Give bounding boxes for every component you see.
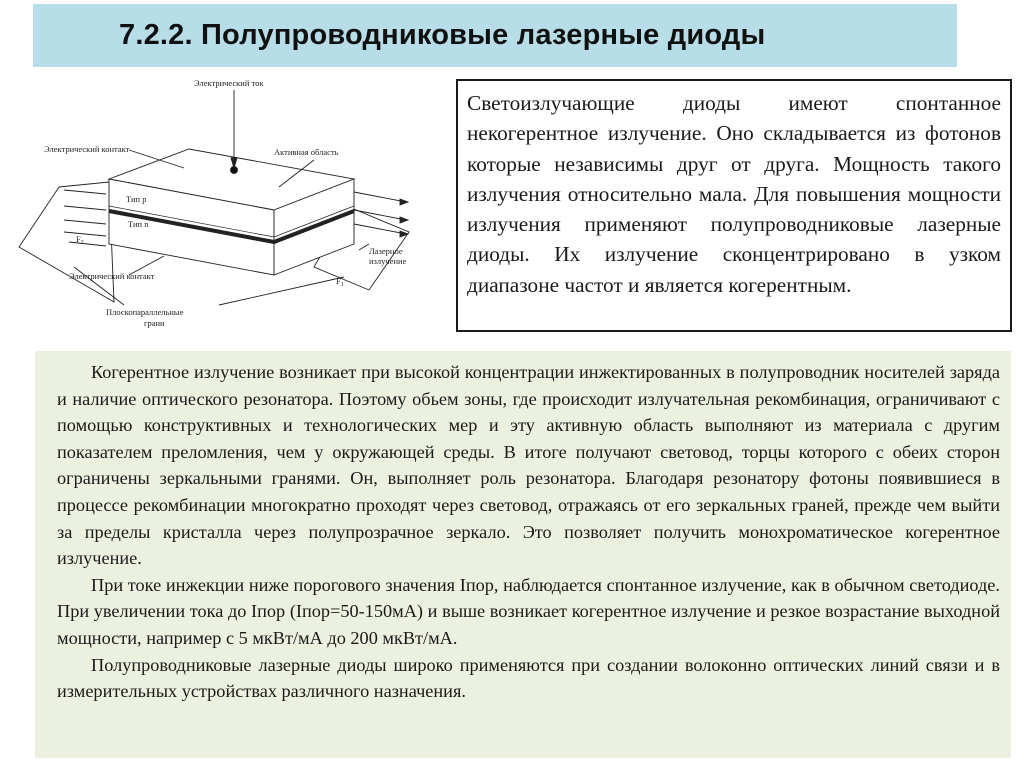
info-text: Светоизлучающие диоды имеют спонтанное некогерентное излучение. Оно складывается из фотонов которые независимы друг от друга. Мощность такого излучения относительно мала. Для повышения мощности излучения применяют полупроводниковые лазерные диоды. Их излучение сконцентрировано в узком диапазоне частот и является когерентным. (467, 91, 1001, 297)
label-laser-radiation-1: Лазерное (369, 246, 403, 256)
label-f1-sub: 1 (340, 282, 344, 288)
label-current: Электрический ток (194, 78, 264, 88)
label-f1: $F_1$ (336, 276, 344, 288)
label-type-n: Тип n (128, 219, 149, 229)
info-box (456, 79, 1012, 332)
paragraph-2: При токе инжекции ниже порогового значения Iпор, наблюдается спонтанное излучение, как в обычном светодиоде. При увеличении тока до Iпор (Iпор=50-150мА) и выше возникает когерентное излучение и резкое возрастание выходной мощности, например с 5 мкВт/мА до 200 мкВт/мА. (57, 574, 1000, 648)
page-title: 7.2.2. Полупроводниковые лазерные диоды (119, 19, 766, 51)
label-f2-sub: 2 (80, 240, 84, 246)
label-laser-radiation-2: излучение (369, 256, 407, 266)
mirror-plane-f2 (19, 182, 114, 302)
label-faces-1: Плоскопараллельные (106, 307, 184, 317)
title-bar (33, 4, 957, 67)
laser-diode-diagram (14, 72, 454, 342)
label-type-p: Тип p (126, 194, 147, 204)
paragraph-1: Когерентное излучение возникает при высокой концентрации инжектированных в полупроводник носителей заряда и наличие оптического резонатора. Поэтому обьем зоны, где происходит излучательная рекомбинация, ограничивают с помощью конструктивных и технологических мер и эту активную область выполняют из материала с другим показателем преломления, чем у окружающей среды. В итоге получают световод, торцы которого с обеих сторон ограничены зеркальными гранями. Он, выполняет роль резонатора. Благодаря резонатору фотоны появившиеся в процессе рекомбинации многократно проходят через световод, отражаясь от его зеркальных граней, прежде чем выйти за пределы кристалла через полупрозрачное зеркало. Это позволяет получить монохроматическое когерентное излучение. (57, 362, 1000, 569)
label-faces-2: грани (144, 318, 165, 328)
label-top-contact: Электрический контакт (44, 144, 130, 154)
label-bottom-contact: Электрический контакт (69, 271, 155, 281)
main-text-box (35, 351, 1011, 758)
label-active-region: Активная область (274, 147, 339, 157)
paragraph-3: Полупроводниковые лазерные диоды широко применяются при создании волоконно оптических линий связи и в измерительных устройствах различного назначения. (57, 654, 1000, 702)
label-f2: $F_2$ (76, 234, 84, 246)
